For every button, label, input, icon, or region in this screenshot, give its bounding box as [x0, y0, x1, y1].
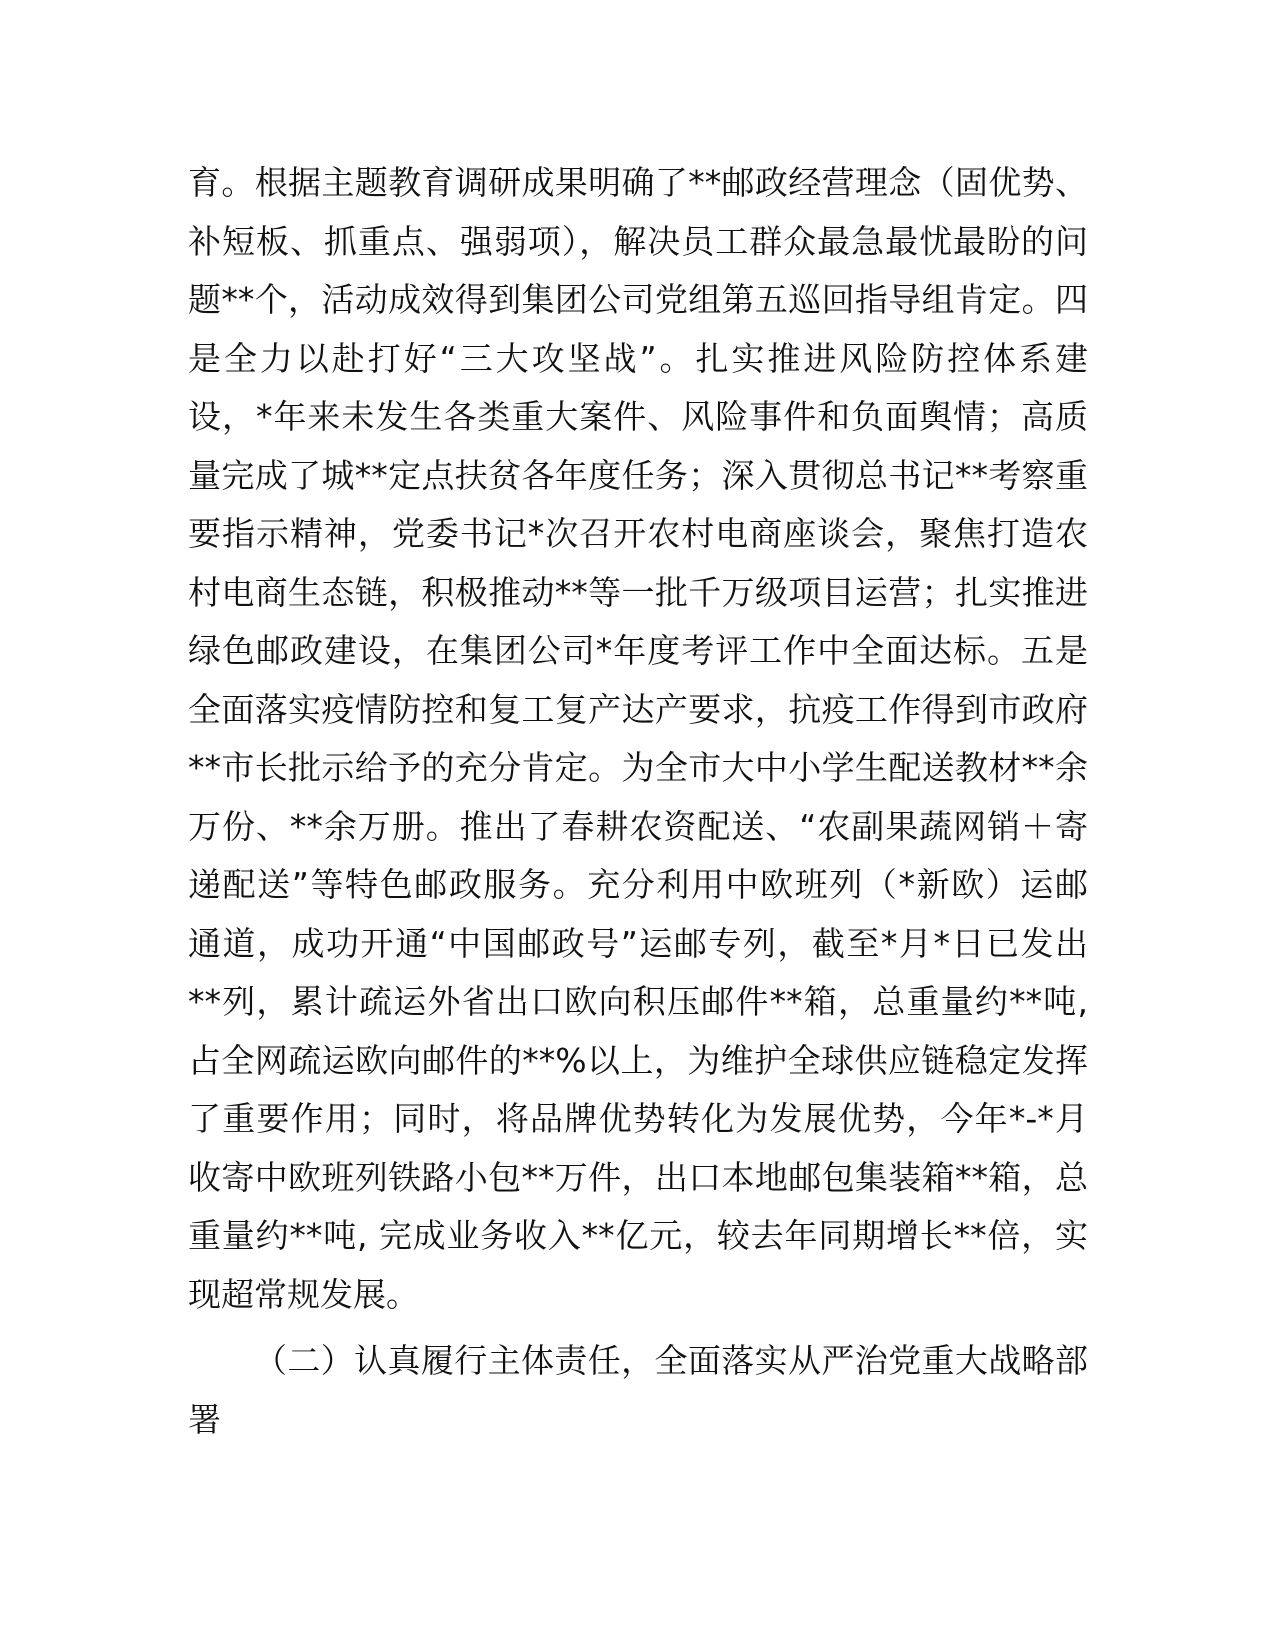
heading-line: （二）认真履行主体责任，全面落实从严治党重大战略部: [254, 1341, 1088, 1380]
paragraph-line: 育。根据主题教育调研成果明确了**邮政经营理念（固优势、: [188, 163, 1088, 202]
paragraph-line: 村电商生态链，积极推动**等一批千万级项目运营；扎实推进: [188, 572, 1088, 612]
paragraph-line: 占全网疏运欧向邮件的**%以上，为维护全球供应链稳定发挥: [188, 1040, 1088, 1080]
paragraph-line: 收寄中欧班列铁路小包**万件，出口本地邮包集装箱**箱，总: [188, 1157, 1088, 1197]
document-body: [188, 154, 1088, 1449]
paragraph-line: 全面落实疫情防控和复工复产达产要求，抗疫工作得到市政府: [188, 689, 1088, 729]
paragraph-line: 了重要作用；同时，将品牌优势转化为发展优势，今年*-*月: [188, 1099, 1088, 1138]
paragraph-line: 绿色邮政建设，在集团公司*年度考评工作中全面达标。五是: [188, 631, 1088, 670]
paragraph-line: 设，*年来未发生各类重大案件、风险事件和负面舆情；高质: [188, 397, 1088, 436]
paragraph-line: 万份、**余万册。推出了春耕农资配送、“农副果蔬网销＋寄: [188, 806, 1088, 846]
body-paragraph: [188, 154, 1088, 1324]
paragraph-line: 重量约**吨, 完成业务收入**亿元，较去年同期增长**倍，实: [188, 1216, 1088, 1255]
paragraph-line: 现超常规发展。: [188, 1274, 419, 1314]
paragraph-line: 补短板、抓重点、强弱项），解决员工群众最急最忧最盼的问: [188, 221, 1088, 261]
paragraph-line: 题**个，活动成效得到集团公司党组第五巡回指导组肯定。四: [188, 280, 1088, 319]
paragraph-line: 量完成了城**定点扶贫各年度任务；深入贯彻总书记**考察重: [188, 455, 1088, 495]
paragraph-line: 递配送”等特色邮政服务。充分利用中欧班列（*新欧）运邮: [188, 865, 1088, 904]
section-heading: [188, 1332, 1088, 1449]
paragraph-line: 通道，成功开通“中国邮政号”运邮专列，截至*月*日已发出: [188, 923, 1088, 963]
paragraph-line: 要指示精神，党委书记*次召开农村电商座谈会，聚焦打造农: [188, 514, 1088, 553]
heading-line: 署: [188, 1399, 221, 1439]
paragraph-line: **市长批示给予的充分肯定。为全市大中小学生配送教材**余: [188, 748, 1088, 787]
paragraph-line: **列，累计疏运外省出口欧向积压邮件**箱，总重量约**吨,: [188, 982, 1088, 1021]
paragraph-line: 是全力以赴打好“三大攻坚战”。扎实推进风险防控体系建: [188, 338, 1088, 378]
